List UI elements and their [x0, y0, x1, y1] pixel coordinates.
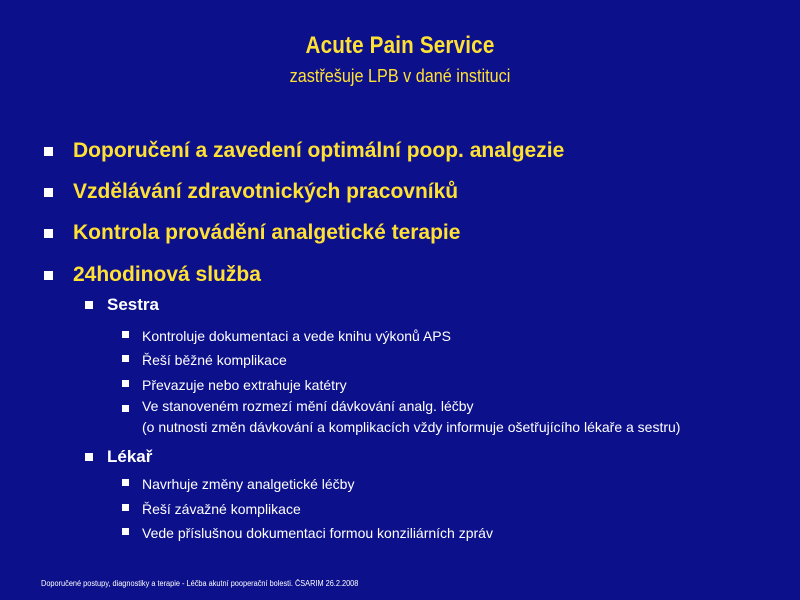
square-bullet-icon [122, 380, 129, 387]
list-item [122, 400, 680, 438]
subheading-lekar [85, 446, 152, 468]
subheading-label: Lékař [107, 447, 153, 466]
bullet-text: Vzdělávání zdravotnických pracovníků [73, 180, 459, 203]
bullet-text: Doporučení a zavedení optimální poop. analgezie [73, 139, 565, 162]
square-bullet-icon [122, 528, 129, 535]
bullet-item [44, 218, 460, 248]
square-bullet-icon [44, 271, 53, 280]
list-item-text: Převazuje nebo extrahuje katétry [142, 377, 347, 393]
list-item-text: Navrhuje změny analgetické léčby [142, 476, 355, 492]
list-item [122, 375, 347, 396]
bullet-text: Kontrola provádění analgetické terapie [73, 221, 461, 244]
list-item [122, 523, 493, 544]
list-item-text: Řeší závažné komplikace [142, 501, 301, 517]
bullet-item [44, 177, 458, 207]
subheading-label: Sestra [107, 295, 159, 314]
list-item-text: Řeší běžné komplikace [142, 352, 287, 368]
list-item [122, 499, 301, 520]
list-item-text: Vede příslušnou dokumentaci formou konziliárních zpráv [142, 525, 493, 541]
list-item [122, 350, 287, 371]
subheading-sestra [85, 294, 159, 316]
square-bullet-icon [44, 229, 53, 238]
list-item-line: Ve stanoveném rozmezí mění dávkování analg. léčby [142, 398, 474, 414]
list-item [122, 474, 354, 495]
list-item [122, 326, 451, 347]
square-bullet-icon [122, 504, 129, 511]
slide-title: Acute Pain Service [305, 32, 495, 59]
square-bullet-icon [122, 405, 129, 412]
list-item-text: Kontroluje dokumentaci a vede knihu výkonů APS [142, 328, 451, 344]
square-bullet-icon [44, 147, 53, 156]
square-bullet-icon [85, 453, 93, 461]
slide-footer: Doporučené postupy, diagnostiky a terapie - Léčba akutní pooperační bolesti. ČSARIM 26.2.2008 [41, 579, 359, 588]
list-item-line: (o nutnosti změn dávkování a komplikacích vždy informuje ošetřujícího lékaře a sestru) [142, 419, 681, 435]
square-bullet-icon [122, 479, 129, 486]
bullet-item [44, 260, 261, 290]
bullet-text: 24hodinová služba [73, 263, 261, 286]
square-bullet-icon [122, 331, 129, 338]
square-bullet-icon [85, 301, 93, 309]
bullet-item [44, 136, 564, 166]
slide-subtitle: zastřešuje LPB v dané instituci [289, 66, 511, 86]
list-item-text [142, 400, 680, 438]
square-bullet-icon [122, 355, 129, 362]
square-bullet-icon [44, 188, 53, 197]
